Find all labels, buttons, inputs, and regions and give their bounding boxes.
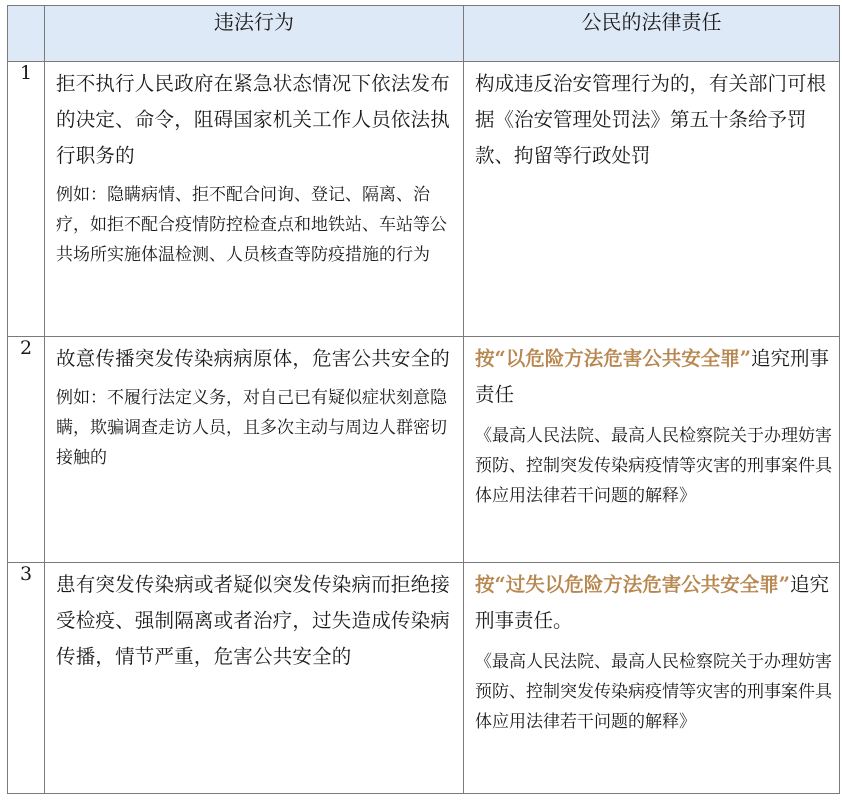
violation-example xyxy=(45,675,463,687)
responsibility-cell xyxy=(464,62,840,337)
header-violation: 违法行为 xyxy=(45,6,464,62)
violation-cell xyxy=(45,563,464,794)
legal-citation: 《最高人民法院、最高人民检察院关于办理妨害预防、控制突发传染病疫情等灾害的刑事案件具体应用法律若干问题的解释》 xyxy=(475,426,832,506)
charge-highlight: “过失以危险方法危害公共安全罪” xyxy=(494,573,790,596)
header-responsibility: 公民的法律责任 xyxy=(464,6,840,62)
table-header-row xyxy=(8,6,840,62)
violation-cell xyxy=(45,337,464,563)
responsibility-text xyxy=(464,563,839,639)
table-row xyxy=(8,337,840,563)
legal-responsibility-table xyxy=(7,5,840,794)
responsibility-suffix: 追究刑事责任。 xyxy=(475,573,829,632)
header-num xyxy=(8,6,45,62)
violation-text: 患有突发传染病或者疑似突发传染病而拒绝接受检疫、强制隔离或者治疗，过失造成传染病传播，情节严重，危害公共安全的 xyxy=(56,573,451,668)
responsibility-cell xyxy=(464,337,840,563)
row-number: 1 xyxy=(8,62,45,337)
legal-citation xyxy=(464,174,839,188)
violation-example: 例如：不履行法定义务，对自己已有疑似症状刻意隐瞒，欺骗调查走访人员，且多次主动与周边人群密切接触的 xyxy=(56,388,447,468)
responsibility-text xyxy=(464,62,839,174)
responsibility-suffix: 构成违反治安管理行为的，有关部门可根据《治安管理处罚法》第五十条给予罚款、拘留等行政处罚 xyxy=(475,72,827,167)
row-number: 2 xyxy=(8,337,45,563)
responsibility-suffix: 追究刑事责任 xyxy=(475,347,829,406)
responsibility-text xyxy=(464,337,839,413)
responsibility-prefix: 按 xyxy=(475,347,495,370)
responsibility-cell xyxy=(464,563,840,794)
responsibility-prefix: 按 xyxy=(475,573,495,596)
violation-text: 拒不执行人民政府在紧急状态情况下依法发布的决定、命令，阻碍国家机关工作人员依法执行职务的 xyxy=(56,72,451,167)
charge-highlight: “以危险方法危害公共安全罪” xyxy=(494,347,751,370)
violation-example: 例如：隐瞒病情、拒不配合问询、登记、隔离、治疗，如拒不配合疫情防控检查点和地铁站、车站等公共场所实施体温检测、人员核查等防疫措施的行为 xyxy=(56,185,447,265)
table-row xyxy=(8,563,840,794)
legal-citation: 《最高人民法院、最高人民检察院关于办理妨害预防、控制突发传染病疫情等灾害的刑事案件具体应用法律若干问题的解释》 xyxy=(475,652,832,732)
table-row xyxy=(8,62,840,337)
row-number: 3 xyxy=(8,563,45,794)
violation-text: 故意传播突发传染病病原体，危害公共安全的 xyxy=(56,347,451,370)
violation-cell xyxy=(45,62,464,337)
